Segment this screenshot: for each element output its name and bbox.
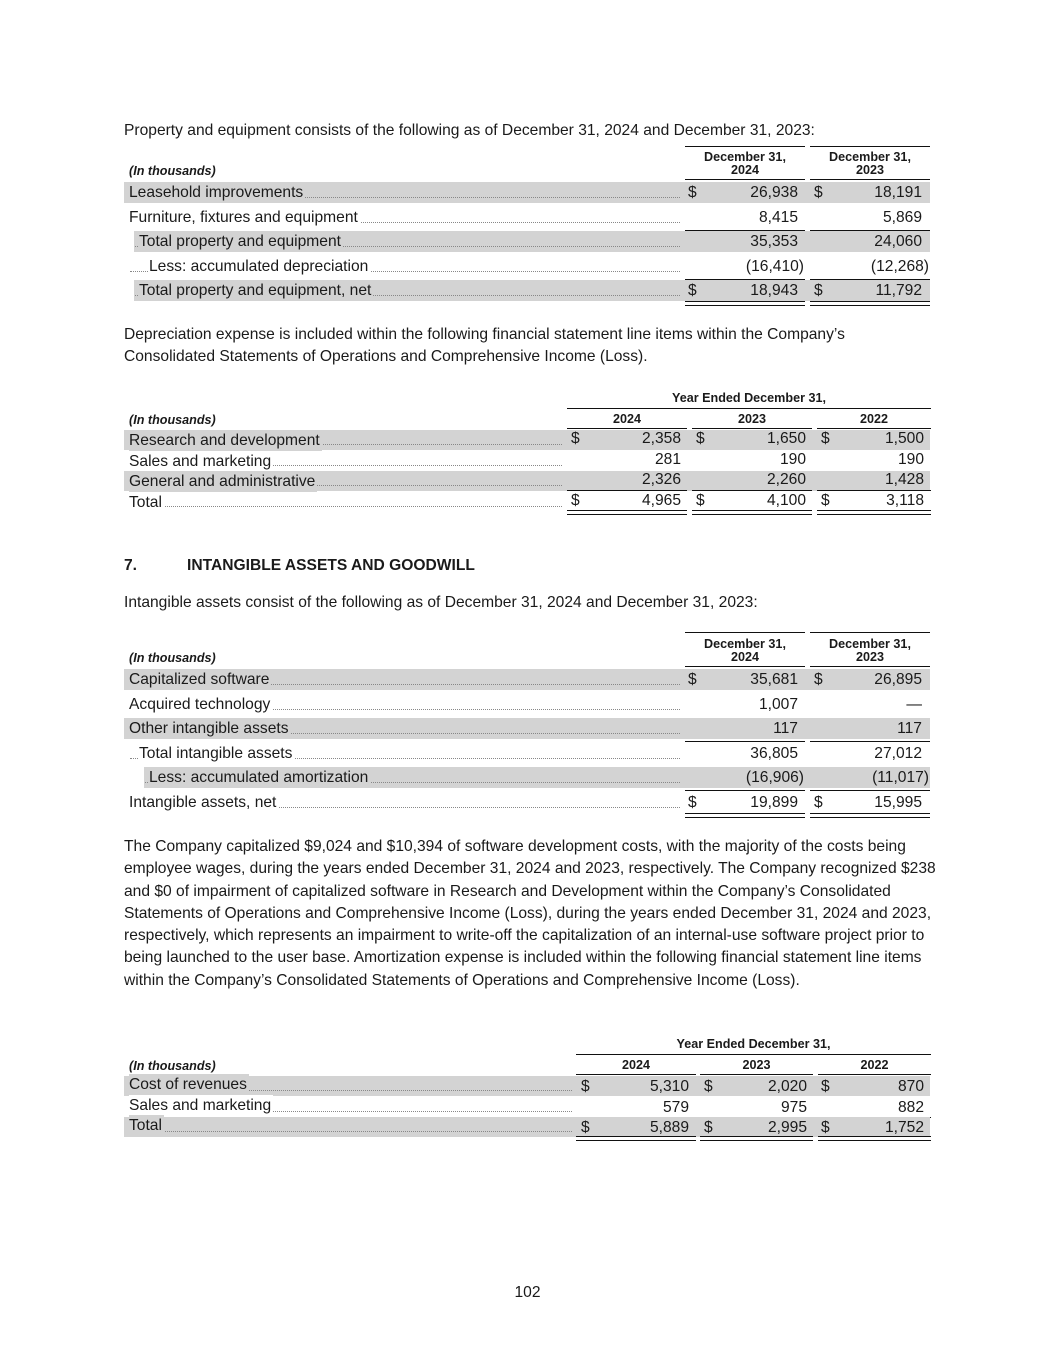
value-2023: (12,268): [870, 258, 929, 275]
table-row: [124, 182, 930, 203]
value-2022: 3,118: [886, 492, 924, 509]
section-title: INTANGIBLE ASSETS AND GOODWILL: [187, 557, 475, 574]
value-2023: 26,895: [874, 671, 922, 688]
row-label: Total property and equipment, net: [139, 282, 372, 299]
value-2022: 1,752: [884, 1119, 924, 1136]
currency-sign: $: [696, 492, 705, 509]
ppe-col-2023-header: December 31, 2023: [829, 150, 911, 177]
currency-sign: $: [688, 184, 697, 201]
currency-sign: $: [688, 794, 697, 811]
amort-group-header: Year Ended December 31,: [676, 1037, 831, 1051]
table-row: [124, 694, 930, 715]
value-2023: 27,012: [874, 745, 922, 762]
currency-sign: $: [581, 1078, 590, 1095]
table-row: [124, 792, 930, 813]
table-row: [124, 256, 930, 277]
table-row: [124, 1097, 930, 1117]
amort-unit-label: (In thousands): [129, 1059, 216, 1073]
amort-year-2023: 2023: [742, 1058, 771, 1072]
value-2024: 2,326: [641, 471, 681, 488]
value-2024: 19,899: [750, 794, 798, 811]
row-label: Sales and marketing: [129, 1097, 272, 1114]
value-2024: 35,353: [750, 233, 798, 250]
currency-sign: $: [814, 282, 823, 299]
value-2023: 1,650: [766, 430, 806, 447]
table-row: [124, 471, 930, 491]
row-label: Leasehold improvements: [129, 184, 304, 201]
currency-sign: $: [696, 430, 705, 447]
table-row: [124, 669, 930, 690]
intangible-col-2023-header: December 31, 2023: [829, 637, 911, 664]
value-2023: 5,869: [882, 209, 922, 226]
table-row: [124, 430, 930, 450]
value-2024: (16,410): [745, 258, 804, 275]
value-2022: 870: [897, 1078, 924, 1095]
table-row: [124, 207, 930, 228]
value-2024: 579: [662, 1099, 689, 1116]
table-row: [124, 492, 930, 512]
value-2023: 24,060: [874, 233, 922, 250]
value-2023: 11,792: [875, 282, 922, 299]
value-2024: 26,938: [750, 184, 798, 201]
row-label: Less: accumulated amortization: [149, 769, 369, 786]
depr-unit-label: (In thousands): [129, 413, 216, 427]
row-label: Less: accumulated depreciation: [149, 258, 369, 275]
row-label: Sales and marketing: [129, 453, 272, 470]
currency-sign: $: [688, 282, 697, 299]
currency-sign: $: [821, 1119, 830, 1136]
table-row: [124, 767, 930, 788]
currency-sign: $: [688, 671, 697, 688]
currency-sign: $: [581, 1119, 590, 1136]
value-2022: 1,500: [884, 430, 924, 447]
intangible-unit-label: (In thousands): [129, 651, 216, 665]
value-2022: 1,428: [884, 471, 924, 488]
intangible-col-2024-header: December 31, 2024: [704, 637, 786, 664]
row-label: Research and development: [129, 432, 320, 449]
table-row: [124, 231, 930, 252]
row-label: General and administrative: [129, 473, 316, 490]
value-2024: 2,358: [641, 430, 681, 447]
intangible-intro: Intangible assets consist of the following as of December 31, 2024 and December 31, 2023:: [124, 594, 758, 611]
row-label: Total intangible assets: [139, 745, 293, 762]
depr-group-header: Year Ended December 31,: [671, 391, 826, 405]
row-label: Intangible assets, net: [129, 794, 277, 811]
ppe-unit-label: (In thousands): [129, 164, 216, 178]
value-2024: 36,805: [750, 745, 798, 762]
value-2023: (11,017): [872, 769, 929, 786]
value-2023: 975: [780, 1099, 807, 1116]
depr-year-2023: 2023: [737, 412, 767, 426]
currency-sign: $: [814, 794, 823, 811]
value-2024: 4,965: [641, 492, 681, 509]
value-2022: 190: [897, 451, 924, 468]
amort-year-2024: 2024: [621, 1058, 651, 1072]
row-label: Furniture, fixtures and equipment: [129, 209, 358, 226]
value-2024: 5,889: [649, 1119, 689, 1136]
value-2024: 5,310: [649, 1078, 689, 1095]
value-2023: 2,260: [766, 471, 806, 488]
row-label: Acquired technology: [129, 696, 271, 713]
ppe-col-2024-header: December 31, 2024: [704, 150, 786, 177]
currency-sign: $: [821, 1078, 830, 1095]
currency-sign: $: [814, 184, 823, 201]
row-label: Total property and equipment: [139, 233, 341, 250]
value-2024: (16,906): [745, 769, 804, 786]
value-2024: 18,943: [750, 282, 798, 299]
page-number: 102: [514, 1284, 541, 1301]
currency-sign: $: [814, 671, 823, 688]
amort-year-2022: 2022: [860, 1058, 889, 1072]
depr-year-2024: 2024: [612, 412, 642, 426]
table-row: [124, 743, 930, 764]
value-2023: —: [906, 696, 922, 713]
value-2023: 2,995: [767, 1119, 807, 1136]
table-row: [124, 718, 930, 739]
table-row: [124, 1076, 930, 1096]
value-2023: 117: [897, 720, 922, 737]
table-row: [124, 451, 930, 471]
value-2023: 190: [779, 451, 806, 468]
value-2023: 4,100: [766, 492, 806, 509]
capitalized-software-paragraph: The Company capitalized $9,024 and $10,394 of software development costs, with the majority of the costs being employee wages, during the years ended December 31, 2024 and 2023, respectively. The Company recognized $238 and $0 of impairment of capitalized software in Research and Development within the Company’s Consolidated Statements of Operations and Comprehensive Income (Loss), during the years ended December 31, 2024 and 2023, respectively, which represents an impairment to write-off the capitalization of an internal-use software project prior to being launched to the user base. Amortization expense is included within the following financial statement line items within the Company’s Consolidated Statements of Operations and Comprehensive Income (Loss).: [124, 838, 936, 989]
depr-year-2022: 2022: [859, 412, 889, 426]
value-2024: 117: [773, 720, 798, 737]
value-2024: 8,415: [758, 209, 798, 226]
value-2024: 1,007: [758, 696, 798, 713]
depreciation-intro: Depreciation expense is included within the following financial statement line items within the Company’s Consolidated Statements of Operations and Comprehensive Income (Loss).: [124, 326, 845, 366]
row-label: Total: [129, 1117, 162, 1134]
row-label: Capitalized software: [129, 671, 270, 688]
table-row: [124, 1117, 930, 1137]
value-2023: 15,995: [874, 794, 922, 811]
section-number: 7.: [124, 557, 138, 574]
ppe-intro: Property and equipment consists of the following as of December 31, 2024 and December 31, 2023:: [124, 122, 815, 139]
currency-sign: $: [704, 1078, 713, 1095]
value-2024: 281: [654, 451, 681, 468]
currency-sign: $: [571, 492, 580, 509]
currency-sign: $: [571, 430, 580, 447]
row-label: Total: [129, 494, 162, 511]
currency-sign: $: [821, 430, 830, 447]
row-label: Other intangible assets: [129, 720, 289, 737]
row-label: Cost of revenues: [129, 1076, 247, 1093]
value-2022: 882: [897, 1099, 924, 1116]
value-2024: 35,681: [750, 671, 798, 688]
table-row: [124, 280, 930, 301]
value-2023: 2,020: [767, 1078, 807, 1095]
value-2023: 18,191: [874, 184, 922, 201]
currency-sign: $: [704, 1119, 713, 1136]
currency-sign: $: [821, 492, 830, 509]
